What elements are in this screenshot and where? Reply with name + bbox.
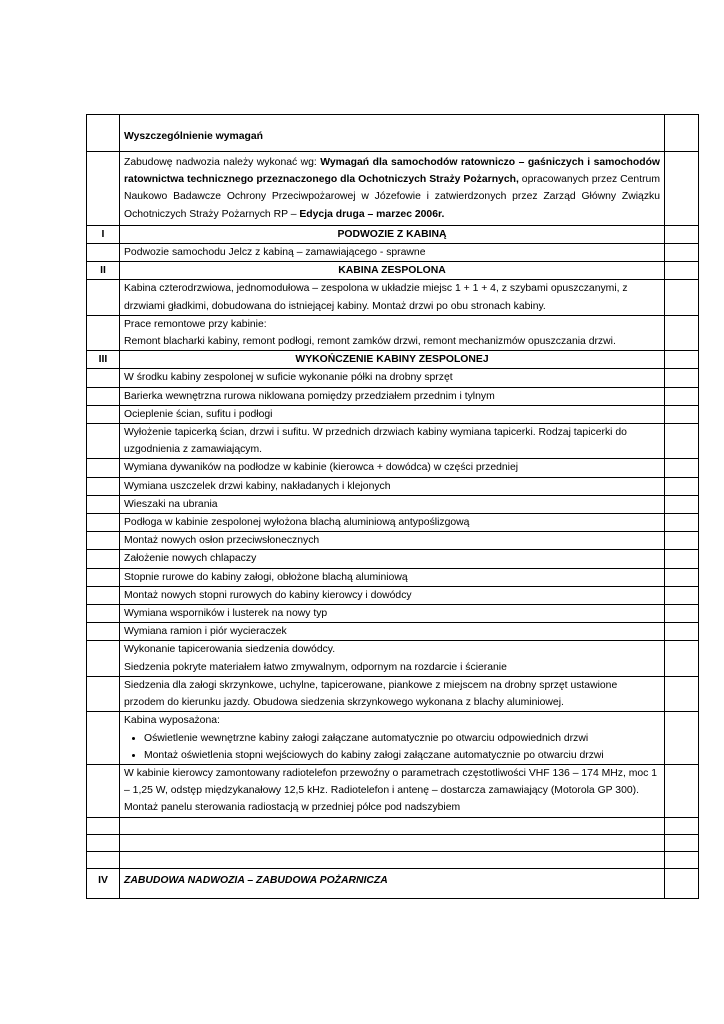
table-row: [87, 586, 699, 604]
section-row: [87, 351, 699, 369]
requirement-text: Podwozie samochodu Jelcz z kabiną – zamawiającego - sprawne: [120, 244, 665, 262]
table-row: [87, 676, 699, 711]
section-row: [87, 868, 699, 898]
section-title: PODWOZIE Z KABINĄ: [120, 225, 665, 243]
intro-row: [87, 152, 699, 226]
table-row: [87, 514, 699, 532]
requirement-text: Stopnie rurowe do kabiny załogi, obłożone blachą aluminiową: [120, 568, 665, 586]
requirement-text: Założenie nowych chlapaczy: [120, 550, 665, 568]
table-row: [87, 605, 699, 623]
requirement-text: Wykonanie tapicerowania siedzenia dowódcy. Siedzenia pokryte materiałem łatwo zmywalnym, odpornym na rozdarcie i ścieranie: [120, 641, 665, 676]
section-title: WYKOŃCZENIE KABINY ZESPOLONEJ: [120, 351, 665, 369]
section-number: I: [87, 225, 120, 243]
section-row: [87, 225, 699, 243]
requirement-text: Barierka wewnętrzna rurowa niklowana pomiędzy przedziałem przednim i tylnym: [120, 387, 665, 405]
requirement-text: Montaż nowych osłon przeciwsłonecznych: [120, 532, 665, 550]
equipment-list: [124, 730, 660, 764]
requirement-text: Wymiana ramion i piór wycieraczek: [120, 623, 665, 641]
list-item: • Oświetlenie wewnętrzne kabiny załogi załączane automatycznie po otwarciu odpowiednich drzwi: [144, 730, 660, 747]
table-row: [87, 405, 699, 423]
table-row: [87, 244, 699, 262]
table-row: [87, 477, 699, 495]
section-number: IV: [87, 868, 120, 898]
requirement-text: Kabina wyposażona: • Oświetlenie wewnętrzne kabiny załogi załączane automatycznie po otwarciu odpowiednich drzwi • Montaż oświetlenia stopni wejściowych do kabiny załogi załączane automatycznie po otwarciu drzwi: [120, 712, 665, 765]
requirement-text: Kabina czterodrzwiowa, jednomodułowa – zespolona w układzie miejsc 1 + 1 + 4, z szybami opuszczanymi, z drzwiami gładkimi, dobudowana do istniejącej kabiny. Montaż drzwi po obu stronach kabiny.: [120, 280, 665, 315]
empty-row: [87, 834, 699, 851]
table-row: [87, 315, 699, 350]
table-row: [87, 550, 699, 568]
section-number: II: [87, 262, 120, 280]
requirement-text: Montaż nowych stopni rurowych do kabiny kierowcy i dowódcy: [120, 586, 665, 604]
requirement-text: Wymiana uszczelek drzwi kabiny, nakładanych i klejonych: [120, 477, 665, 495]
table-row: [87, 424, 699, 459]
table-row: [87, 641, 699, 676]
table-row: [87, 280, 699, 315]
table-row: [87, 369, 699, 387]
section-title: ZABUDOWA NADWOZIA – ZABUDOWA POŻARNICZA: [120, 868, 665, 898]
requirement-text: Siedzenia dla załogi skrzynkowe, uchylne, tapicerowane, piankowe z miejscem na drobny sprzęt ustawione przodem do kierunku jazdy. Obudowa siedzenia skrzynkowego wykonana z blachy aluminiowej.: [120, 676, 665, 711]
table-header-row: [87, 115, 699, 152]
table-row: [87, 712, 699, 765]
table-row: [87, 387, 699, 405]
requirement-text: Ocieplenie ścian, sufitu i podłogi: [120, 405, 665, 423]
table-row: [87, 764, 699, 817]
requirement-text: Podłoga w kabinie zespolonej wyłożona blachą aluminiową antypoślizgową: [120, 514, 665, 532]
requirement-text: W środku kabiny zespolonej w suficie wykonanie półki na drobny sprzęt: [120, 369, 665, 387]
requirement-text: W kabinie kierowcy zamontowany radiotelefon przewoźny o parametrach częstotliwości VHF 136 – 174 MHz, moc 1 – 1,25 W, odstęp międzykanałowy 12,5 kHz. Radiotelefon i antenę – dostarcza zamawiający (Motorola GP 300). Montaż panelu sterowania radiostacją w przedniej półce pod nadszybiem: [120, 764, 665, 817]
section-row: [87, 262, 699, 280]
table-row: [87, 623, 699, 641]
requirement-text: Wymiana dywaników na podłodze w kabinie (kierowca + dowódca) w części przedniej: [120, 459, 665, 477]
requirement-text: Wieszaki na ubrania: [120, 495, 665, 513]
header-title: Wyszczególnienie wymagań: [120, 115, 665, 152]
section-title: KABINA ZESPOLONA: [120, 262, 665, 280]
intro-text: Zabudowę nadwozia należy wykonać wg: Wymagań dla samochodów ratowniczo – gaśniczych i samochodów ratownictwa technicznego przeznaczonego dla Ochotniczych Straży Pożarnych, opracowanych przez Centrum Naukowo Badawcze Ochrony Przeciwpożarowej w Józefowie i zatwierdzonych przez Zarząd Główny Związku Ochotniczych Straży Pożarnych RP – Edycja druga – marzec 2006r.: [120, 152, 665, 226]
list-item: • Montaż oświetlenia stopni wejściowych do kabiny załogi załączane automatycznie po otwarciu drzwi: [144, 747, 660, 764]
requirements-document: [86, 114, 698, 899]
requirement-text: Wyłożenie tapicerką ścian, drzwi i sufitu. W przednich drzwiach kabiny wymiana tapicerki. Rodzaj tapicerki do uzgodnienia z zamawiającym.: [120, 424, 665, 459]
table-row: [87, 568, 699, 586]
requirement-text: Wymiana wsporników i lusterek na nowy typ: [120, 605, 665, 623]
table-row: [87, 532, 699, 550]
empty-row: [87, 851, 699, 868]
empty-row: [87, 817, 699, 834]
requirement-text: Prace remontowe przy kabinie: Remont blacharki kabiny, remont podłogi, remont zamków drzwi, remont mechanizmów opuszczania drzwi.: [120, 315, 665, 350]
section-number: III: [87, 351, 120, 369]
table-row: [87, 459, 699, 477]
requirements-table: [86, 114, 699, 899]
table-row: [87, 495, 699, 513]
